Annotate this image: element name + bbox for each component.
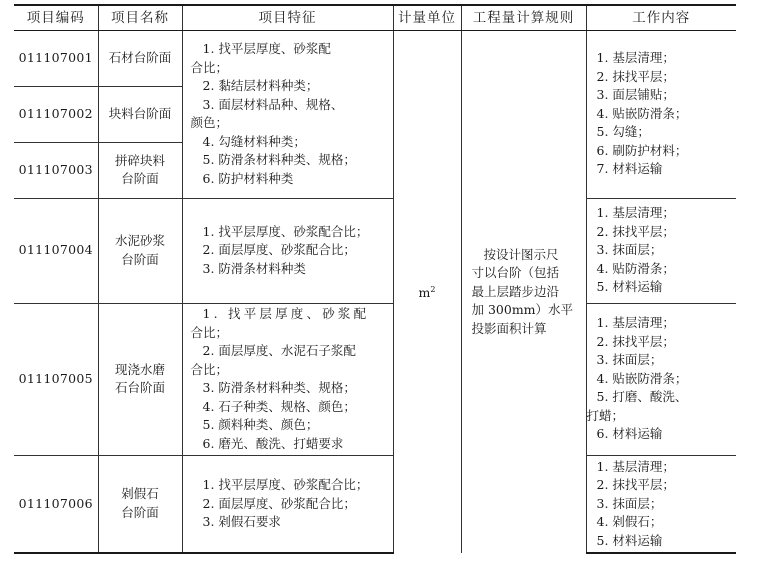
item-name <box>98 198 182 303</box>
item-name <box>98 30 182 86</box>
work-line: 5. 勾缝； <box>596 124 650 140</box>
work-line: 2. 抹找平层； <box>596 223 675 239</box>
table-row <box>14 30 736 86</box>
calc-rule <box>461 30 586 553</box>
work-line: 1. 基层清理； <box>596 50 675 66</box>
work-line: 4. 贴嵌防滑条； <box>596 105 688 121</box>
work-line: 打蜡； <box>586 407 625 423</box>
feature-line: 1. 找平层厚度、砂浆配合比； <box>202 223 369 239</box>
item-name-line: 剁假石 <box>121 486 159 502</box>
work-line: 3. 抹面层； <box>596 352 663 368</box>
feature-line: 合比； <box>190 324 229 340</box>
item-name-line: 台阶面 <box>121 251 159 267</box>
feature-line: 合比； <box>190 361 229 377</box>
work-line: 2. 抹找平层； <box>596 333 675 349</box>
feature-line: 3. 剁假石要求 <box>202 514 281 529</box>
item-name-line: 块料台阶面 <box>108 105 172 121</box>
item-name <box>98 142 182 198</box>
rule-line: 最上层踏步边沿 <box>471 283 560 299</box>
quota-table <box>14 4 736 554</box>
item-code: 011107003 <box>14 142 98 198</box>
work-line: 4. 贴嵌防滑条； <box>596 370 688 386</box>
table-row <box>14 455 736 553</box>
item-features <box>182 303 393 455</box>
work-line: 3. 抹面层； <box>596 242 663 258</box>
feature-line: 4. 石子种类、规格、颜色； <box>202 398 356 414</box>
work-line: 3. 面层铺贴； <box>596 87 675 103</box>
feature-line: 4. 勾缝材料种类； <box>202 133 306 149</box>
feature-line: 合比； <box>190 59 229 75</box>
item-name-line: 拼碎块料 <box>114 152 165 168</box>
work-line: 1. 基层清理； <box>596 205 675 221</box>
item-name <box>98 303 182 455</box>
work-line: 4. 剁假石； <box>596 514 663 529</box>
header-rule: 工程量计算规则 <box>461 5 586 30</box>
header-features: 项目特征 <box>182 5 393 30</box>
header-work: 工作内容 <box>586 5 736 30</box>
feature-line: 1. 找平层厚度、砂浆配合比； <box>202 477 369 492</box>
unit-cell <box>393 30 461 553</box>
table-row <box>14 198 736 303</box>
work-content <box>586 30 736 198</box>
feature-line: 2. 面层厚度、砂浆配合比； <box>202 242 356 258</box>
work-line: 5. 打磨、酸洗、 <box>596 389 688 405</box>
table-row <box>14 303 736 455</box>
feature-line: 1. 找平层厚度、砂浆配 <box>202 306 370 321</box>
rule-line: 加 300mm）水平 <box>471 302 574 317</box>
work-line: 3. 抹面层； <box>596 495 663 511</box>
header-code: 项目编码 <box>14 5 98 30</box>
item-code: 011107005 <box>14 303 98 455</box>
work-line: 1. 基层清理； <box>596 458 675 474</box>
item-name-line: 现浇水磨 <box>114 361 165 377</box>
header-unit: 计量单位 <box>393 5 461 30</box>
item-name <box>98 455 182 553</box>
feature-line: 3. 防滑条材料种类 <box>202 260 306 276</box>
work-line: 7. 材料运输 <box>596 161 663 177</box>
feature-line: 2. 黏结层材料种类； <box>202 78 319 93</box>
work-line: 6. 刷防护材料； <box>596 142 688 158</box>
item-features <box>182 30 393 198</box>
work-content <box>586 455 736 553</box>
work-line: 2. 抹找平层； <box>596 477 675 492</box>
item-name-line: 石材台阶面 <box>108 49 172 65</box>
item-code: 011107006 <box>14 455 98 553</box>
work-line: 4. 贴防滑条； <box>596 260 675 276</box>
item-features <box>182 455 393 553</box>
work-content <box>586 198 736 303</box>
work-line: 2. 抹找平层； <box>596 68 675 84</box>
work-line: 5. 材料运输 <box>596 279 663 295</box>
work-line: 5. 材料运输 <box>596 532 663 548</box>
rule-line: 按设计图示尺 <box>483 246 559 262</box>
feature-line: 6. 磨光、酸洗、打蜡要求 <box>202 435 344 451</box>
item-name-line: 石台阶面 <box>114 380 165 395</box>
feature-line: 2. 面层厚度、砂浆配合比； <box>202 495 356 511</box>
item-name-line: 水泥砂浆 <box>114 233 165 248</box>
item-code: 011107002 <box>14 86 98 142</box>
feature-line: 2. 面层厚度、水泥石子浆配 <box>202 343 356 358</box>
item-features <box>182 198 393 303</box>
work-line: 6. 材料运输 <box>596 426 663 442</box>
item-code: 011107001 <box>14 30 98 86</box>
feature-line: 5. 防滑条材料种类、规格； <box>202 152 356 167</box>
item-name <box>98 86 182 142</box>
feature-line: 5. 颜料种类、颜色； <box>202 417 319 432</box>
item-code: 011107004 <box>14 198 98 303</box>
item-name-line: 台阶面 <box>121 504 159 520</box>
feature-line: 6. 防护材料种类 <box>202 170 294 186</box>
item-name-line: 台阶面 <box>121 171 159 186</box>
feature-line: 3. 面层材料品种、规格、 <box>202 96 344 112</box>
feature-line: 颜色； <box>190 115 229 130</box>
feature-line: 3. 防滑条材料种类、规格； <box>202 380 356 395</box>
rule-line: 投影面积计算 <box>471 320 547 336</box>
header-row <box>14 5 736 30</box>
work-content <box>586 303 736 455</box>
feature-line: 1. 找平层厚度、砂浆配 <box>202 41 331 56</box>
header-name: 项目名称 <box>98 5 182 30</box>
unit-base: m <box>418 285 431 301</box>
unit-sup: 2 <box>430 284 436 294</box>
work-line: 1. 基层清理； <box>596 315 675 331</box>
rule-line: 寸以台阶（包括 <box>471 265 560 280</box>
